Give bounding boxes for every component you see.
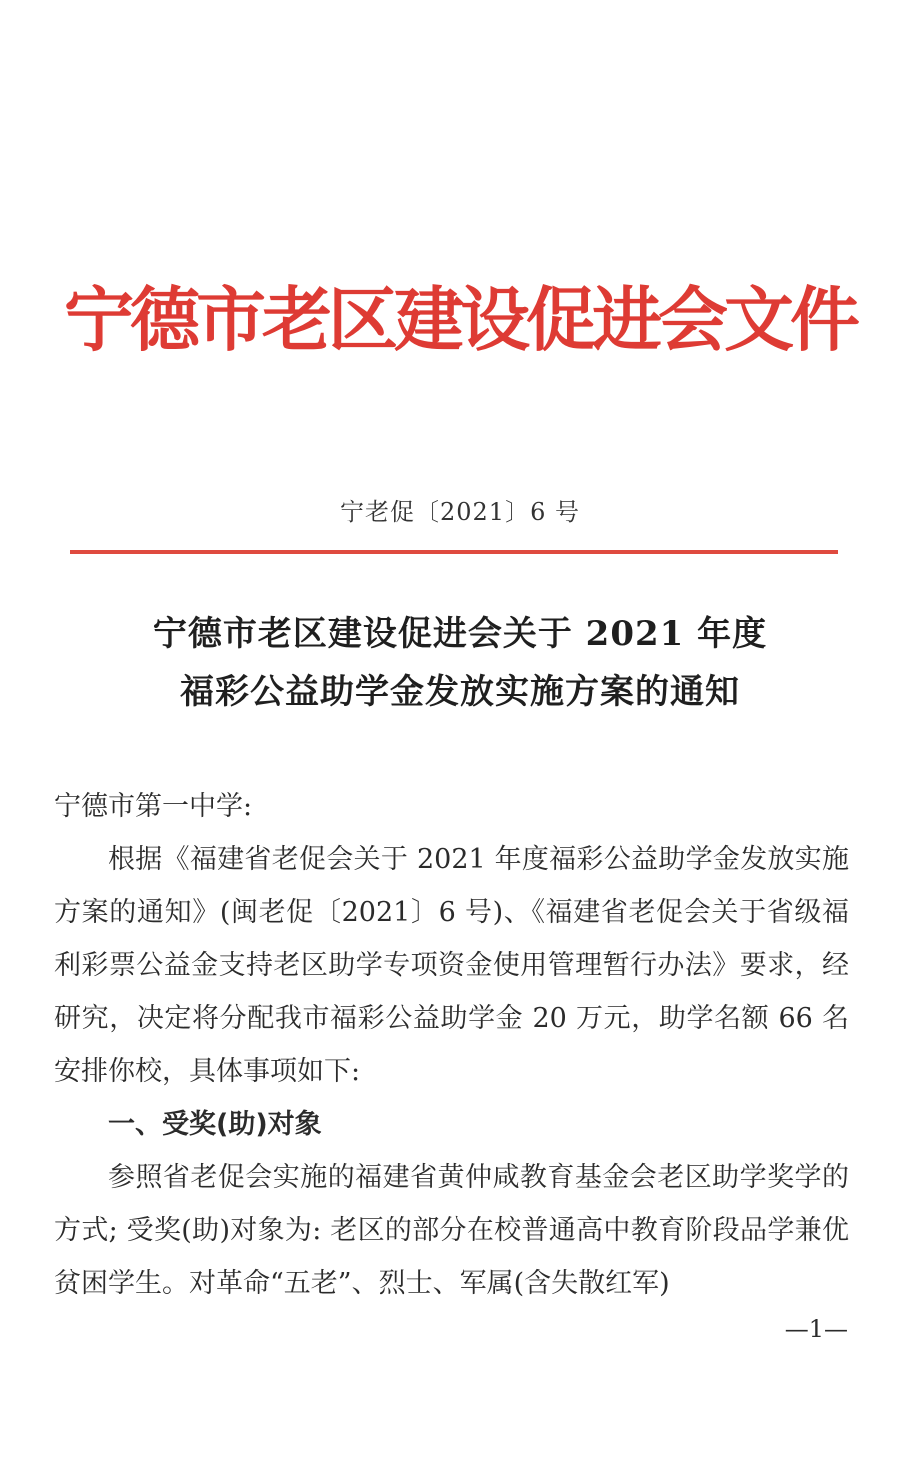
notice-title-line-1: 宁德市老区建设促进会关于 2021 年度 <box>152 614 768 654</box>
red-divider-line <box>70 550 838 554</box>
document-header-title: 宁德市老区建设促进会文件 <box>64 278 856 361</box>
page-number: —1— <box>784 1315 848 1343</box>
document-body <box>54 780 849 1310</box>
body-paragraph-2: 参照省老促会实施的福建省黄仲咸教育基金会老区助学奖学的方式; 受奖(助)对象为: 老区的部分在校普通高中教育阶段品学兼优贫困学生。对革命“五老”、烈士、军属(含失散红军) <box>54 1162 849 1299</box>
section-heading-1: 一、受奖(助)对象 <box>108 1109 322 1140</box>
document-number: 宁老促〔2021〕6 号 <box>340 498 580 526</box>
notice-title-line-2: 福彩公益助学金发放实施方案的通知 <box>180 672 740 712</box>
body-paragraph-1: 根据《福建省老促会关于 2021 年度福彩公益助学金发放实施方案的通知》(闽老促〔2021〕6 号)、《福建省老促会关于省级福利彩票公益金支持老区助学专项资金使用管理暂行办法》要求，经研究，决定将分配我市福彩公益助学金 20 万元，助学名额 66 名安排你校，具体事项如下: <box>54 844 849 1087</box>
notice-title <box>0 605 920 721</box>
recipient-line: 宁德市第一中学: <box>54 791 253 822</box>
